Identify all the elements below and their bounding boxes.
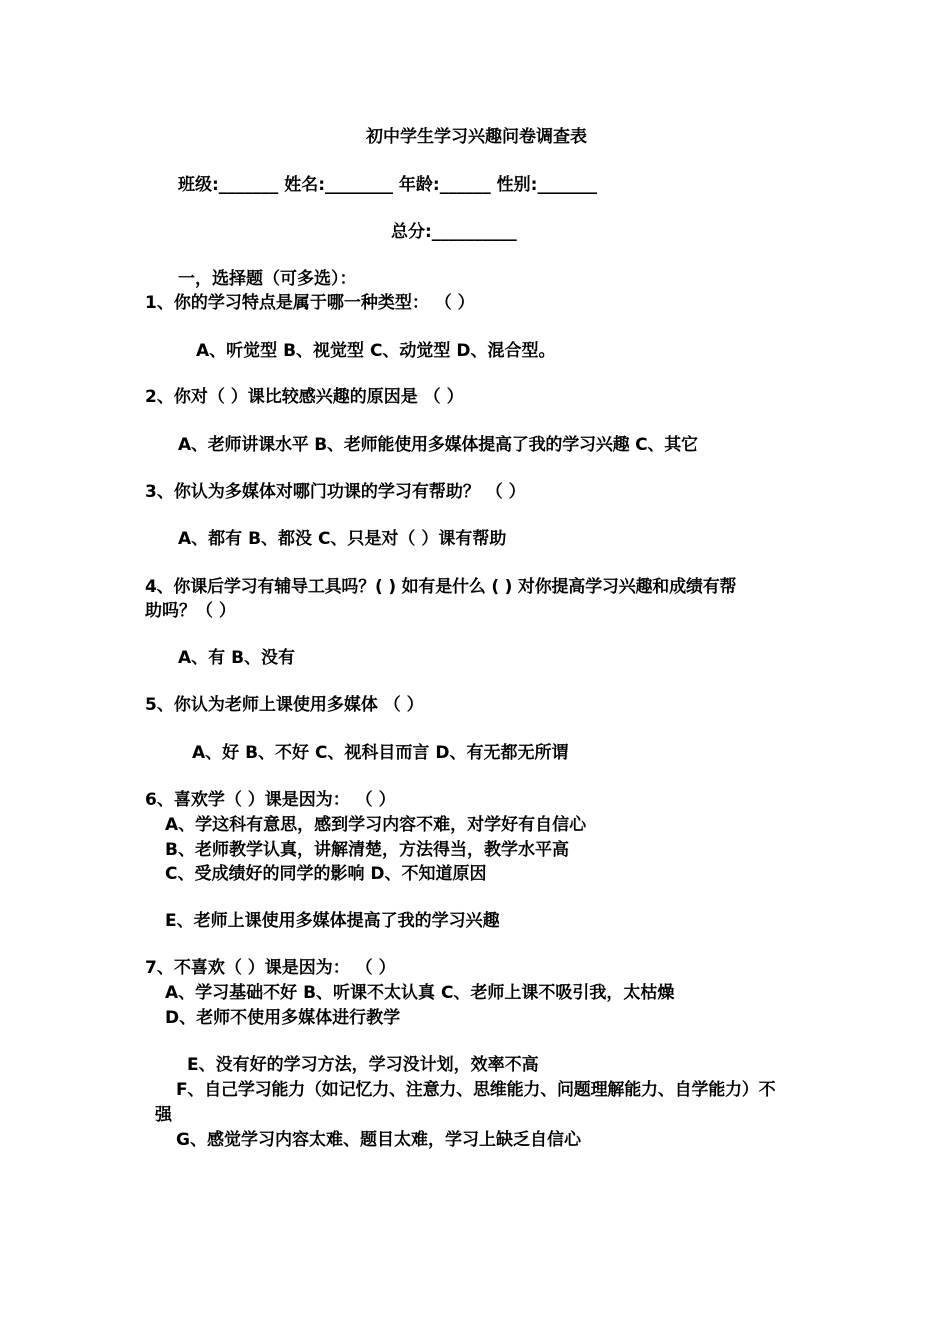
question-1: 1、你的学习特点是属于哪一种类型： （ ） bbox=[145, 293, 475, 313]
question-1-options: A、听觉型 B、视觉型 C、动觉型 D、混合型。 bbox=[196, 341, 556, 361]
question-4-line-2: 助吗？（ ） bbox=[145, 601, 236, 621]
question-6-option-e: E、老师上课使用多媒体提高了我的学习兴趣 bbox=[165, 911, 500, 931]
question-2: 2、你对（ ）课比较感兴趣的原因是 （ ） bbox=[145, 387, 464, 407]
question-3: 3、你认为多媒体对哪门功课的学习有帮助？ （ ） bbox=[145, 482, 526, 502]
question-4-line-1: 4、你课后学习有辅导工具吗？( ) 如有是什么 ( ) 对你提高学习兴趣和成绩有帮 bbox=[145, 577, 737, 597]
question-6-option-cd: C、受成绩好的同学的影响 D、不知道原因 bbox=[165, 864, 487, 884]
question-6-option-b: B、老师教学认真，讲解清楚，方法得当，教学水平高 bbox=[165, 840, 569, 860]
question-4-options: A、有 B、没有 bbox=[178, 648, 296, 668]
question-7-option-d: D、老师不使用多媒体进行教学 bbox=[165, 1008, 401, 1028]
question-2-options: A、老师讲课水平 B、老师能使用多媒体提高了我的学习兴趣 C、其它 bbox=[178, 435, 698, 455]
question-5: 5、你认为老师上课使用多媒体 （ ） bbox=[145, 695, 424, 715]
total-score-line: 总分:__________ bbox=[391, 222, 517, 242]
question-6-option-a: A、学这科有意思，感到学习内容不难，对学好有自信心 bbox=[165, 815, 587, 835]
question-7-option-f-line-2: 强 bbox=[155, 1105, 172, 1125]
question-7: 7、不喜欢（ ）课是因为： （ ） bbox=[145, 958, 396, 978]
question-5-options: A、好 B、不好 C、视科目而言 D、有无都无所谓 bbox=[192, 743, 569, 763]
section-heading: 一，选择题（可多选）： bbox=[178, 269, 357, 289]
question-6: 6、喜欢学（ ）课是因为： （ ） bbox=[145, 790, 396, 810]
document-title: 初中学生学习兴趣问卷调查表 bbox=[366, 127, 587, 147]
question-7-option-e: E、没有好的学习方法，学习没计划，效率不高 bbox=[187, 1055, 539, 1075]
question-7-option-f-line-1: F、自己学习能力（如记忆力、注意力、思维能力、问题理解能力、自学能力）不 bbox=[176, 1080, 776, 1100]
question-3-options: A、都有 B、都没 C、只是对（ ）课有帮助 bbox=[178, 529, 507, 549]
question-7-option-abc: A、学习基础不好 B、听课不太认真 C、老师上课不吸引我，太枯燥 bbox=[165, 983, 675, 1003]
student-info-line: 班级:_______ 姓名:________ 年龄:______ 性别:_______ bbox=[178, 175, 597, 195]
question-7-option-g: G、感觉学习内容太难、题目太难，学习上缺乏自信心 bbox=[176, 1130, 581, 1150]
